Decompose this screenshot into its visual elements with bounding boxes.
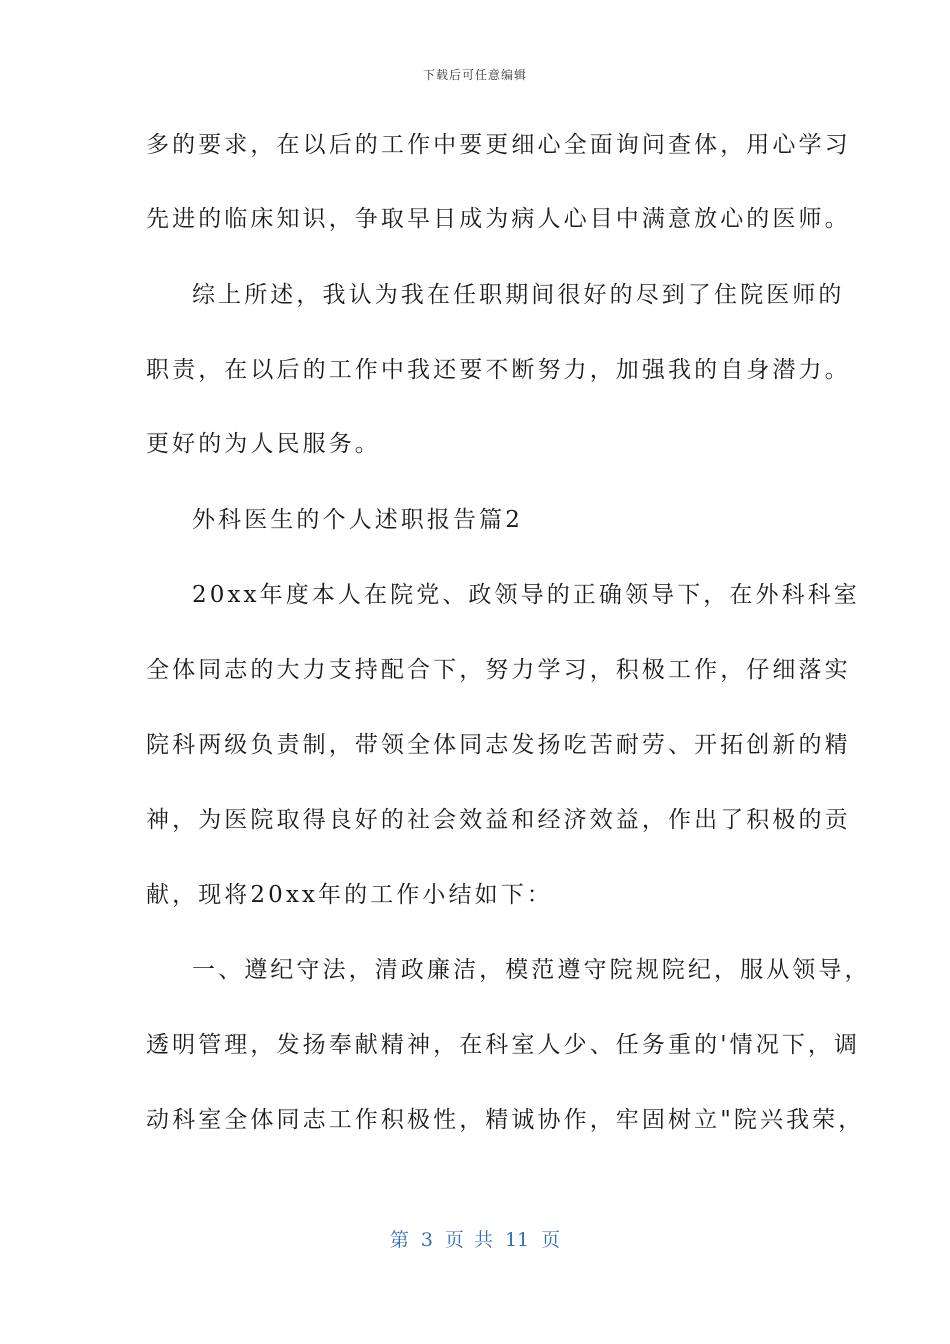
text-line: 多的要求，在以后的工作中要更细心全面询问查体，用心学习 bbox=[146, 132, 851, 158]
section-heading: 外科医生的个人述职报告篇2 bbox=[192, 507, 523, 533]
text-line: 先进的临床知识，争取早日成为病人心目中满意放心的医师。 bbox=[146, 206, 851, 232]
text-line: 综上所述，我认为我在任职期间很好的尽到了住院医师的 bbox=[192, 282, 845, 308]
text-line: 职责，在以后的工作中我还要不断努力，加强我的自身潜力。 bbox=[146, 357, 851, 383]
text-line: 更好的为人民服务。 bbox=[146, 431, 381, 457]
footer-page-number: 3 bbox=[420, 1229, 433, 1251]
page-footer bbox=[0, 1225, 950, 1252]
footer-total-pages: 11 bbox=[504, 1229, 530, 1251]
footer-middle: 页 共 bbox=[444, 1229, 493, 1251]
footer-suffix: 页 bbox=[541, 1229, 561, 1251]
text-line: 神，为医院取得良好的社会效益和经济效益，作出了积极的贡 bbox=[146, 807, 851, 833]
footer-prefix: 第 bbox=[389, 1229, 409, 1251]
header-note: 下载后可任意编辑 bbox=[422, 68, 527, 82]
text-line: 动科室全体同志工作积极性，精诚协作，牢固树立"院兴我荣， bbox=[146, 1107, 865, 1133]
text-line: 全体同志的大力支持配合下，努力学习，积极工作，仔细落实 bbox=[146, 657, 851, 683]
text-line: 20xx年度本人在院党、政领导的正确领导下，在外科科室 bbox=[192, 582, 860, 608]
text-line: 院科两级负责制，带领全体同志发扬吃苦耐劳、开拓创新的精 bbox=[146, 732, 851, 758]
text-line: 透明管理，发扬奉献精神，在科室人少、任务重的'情况下，调 bbox=[146, 1032, 861, 1058]
text-line: 献，现将20xx年的工作小结如下： bbox=[146, 882, 553, 908]
text-line: 一、遵纪守法，清政廉洁，模范遵守院规院纪，服从领导， bbox=[192, 957, 871, 983]
